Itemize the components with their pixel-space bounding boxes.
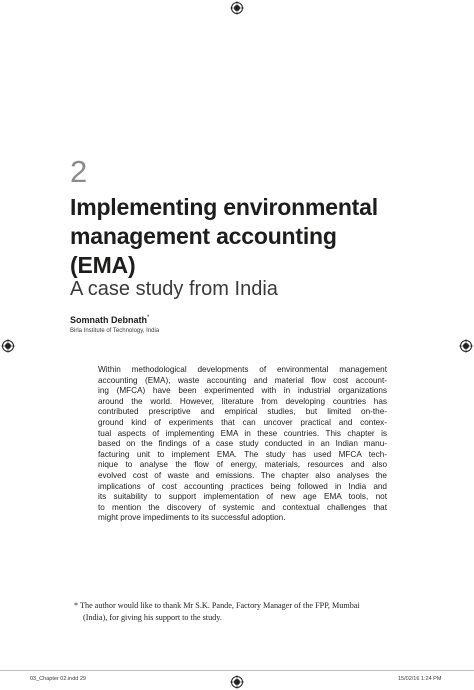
abstract-line: around the world. However, literature from developing countries has [98,396,387,406]
registration-mark-right [459,339,473,353]
abstract-line: implications of cost accounting practices being followed in India and [98,481,387,491]
abstract-line: based on the findings of a case study conducted in an Indian manu- [98,439,387,449]
slug-divider [0,670,474,671]
chapter-number: 2 [70,154,88,189]
slug-file-info: 03_Chapter 02.indd 29 [30,676,86,682]
footnote-line: (India), for giving his support to the study. [83,613,222,622]
abstract-line: accounting (EMA), waste accounting and material flow cost account- [98,375,387,385]
chapter-title-line: (EMA) [70,252,136,278]
footnote-marker: * [147,315,150,321]
abstract-line: facturing unit to implement EMA. The study has used MFCA tech- [98,449,387,459]
footnote [74,600,404,624]
abstract-line: ing (MFCA) have been experimented with in industrial organizations [98,386,387,396]
abstract-line: its suitability to support implementation of new age EMA tools, not [98,492,387,502]
abstract-line: tual aspects of implementing EMA in these countries. This chapter is [98,428,387,438]
abstract-line: contributed prescriptive and empirical studies, but limited on-the- [98,407,387,417]
chapter-title-line: Implementing environmental [70,194,378,220]
slug-timestamp: 15/02/16 1:24 PM [398,676,442,682]
author-name: Somnath Debnath [70,315,148,325]
author-byline [70,315,149,325]
registration-mark-top [230,1,244,15]
footnote-line: * The author would like to thank Mr S.K. Pande, Factory Manager of the FPP, Mumbai [74,601,360,610]
author-affiliation: Birla Institute of Technology, India [70,328,160,334]
chapter-subtitle: A case study from India [70,278,278,300]
abstract [98,365,387,524]
registration-mark-left [1,339,15,353]
abstract-line: might prove impediments to its successful adoption. [98,513,286,523]
abstract-line: evolved cost of waste and emissions. The chapter also analyses the [98,470,387,480]
abstract-line: ground kind of experiments that can uncover practical and contex- [98,417,387,427]
registration-mark-bottom [230,675,244,689]
chapter-title-line: management accounting [70,223,337,249]
chapter-title [70,193,450,280]
abstract-line: to mention the discovery of systemic and contextual challenges that [98,502,387,512]
abstract-line: nique to analyse the flow of energy, materials, resources and also [98,460,387,470]
abstract-line: Within methodological developments of environmental management [98,365,387,374]
